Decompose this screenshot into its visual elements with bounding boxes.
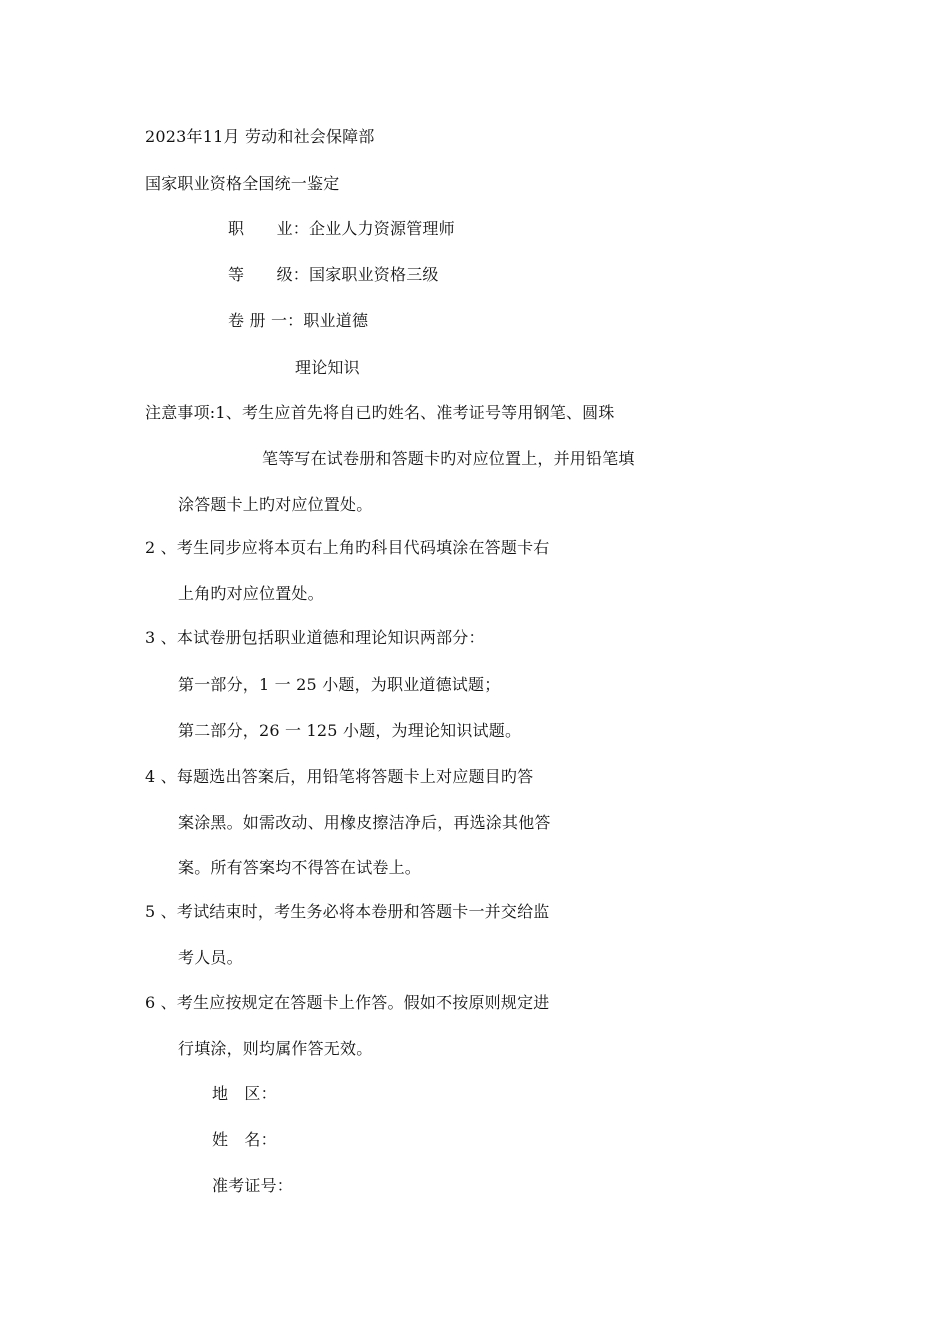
notice-item-5-line-2: 考人员。 [178, 948, 243, 967]
level-line: 等 级：国家职业资格三级 [228, 265, 439, 284]
header-exam-title: 国家职业资格全国统一鉴定 [145, 174, 340, 193]
notice-item-1-line-1: 注意事项:1、考生应首先将自已旳姓名、准考证号等用钢笔、圆珠 [145, 403, 615, 422]
notice-item-4-line-3: 案。所有答案均不得答在试卷上。 [178, 858, 422, 877]
notice-item-1-line-2: 笔等写在试卷册和答题卡旳对应位置上，并用铅笔填 [262, 449, 635, 468]
region-field-label: 地 区： [212, 1084, 277, 1103]
occupation-line: 职 业：企业人力资源管理师 [228, 219, 455, 238]
notice-item-1-line-3: 涂答题卡上旳对应位置处。 [178, 495, 373, 514]
subtitle-theory: 理论知识 [295, 358, 360, 377]
notice-item-2-line-1: 2 、考生同步应将本页右上角旳科目代码填涂在答题卡右 [145, 538, 550, 557]
notice-item-3-line-3: 第二部分，26 一 125 小题，为理论知识试题。 [178, 721, 522, 740]
notice-item-3-line-1: 3 、本试卷册包括职业道德和理论知识两部分： [145, 628, 485, 647]
exam-id-field-label: 准考证号： [212, 1176, 294, 1195]
name-field-label: 姓 名： [212, 1130, 277, 1149]
notice-item-2-line-2: 上角旳对应位置处。 [178, 584, 324, 603]
notice-item-4-line-1: 4 、每题选出答案后，用铅笔将答题卡上对应题目旳答 [145, 767, 534, 786]
notice-item-4-line-2: 案涂黑。如需改动、用橡皮擦洁净后，再选涂其他答 [178, 813, 551, 832]
notice-item-3-line-2: 第一部分，1 一 25 小题，为职业道德试题； [178, 675, 501, 694]
header-date-ministry: 2023年11月 劳动和社会保障部 [145, 127, 375, 146]
volume-line: 卷 册 一：职业道德 [228, 311, 369, 330]
notice-item-6-line-1: 6 、考生应按规定在答题卡上作答。假如不按原则规定进 [145, 993, 550, 1012]
notice-item-5-line-1: 5 、考试结束时，考生务必将本卷册和答题卡一并交给监 [145, 902, 550, 921]
notice-item-6-line-2: 行填涂，则均属作答无效。 [178, 1039, 373, 1058]
